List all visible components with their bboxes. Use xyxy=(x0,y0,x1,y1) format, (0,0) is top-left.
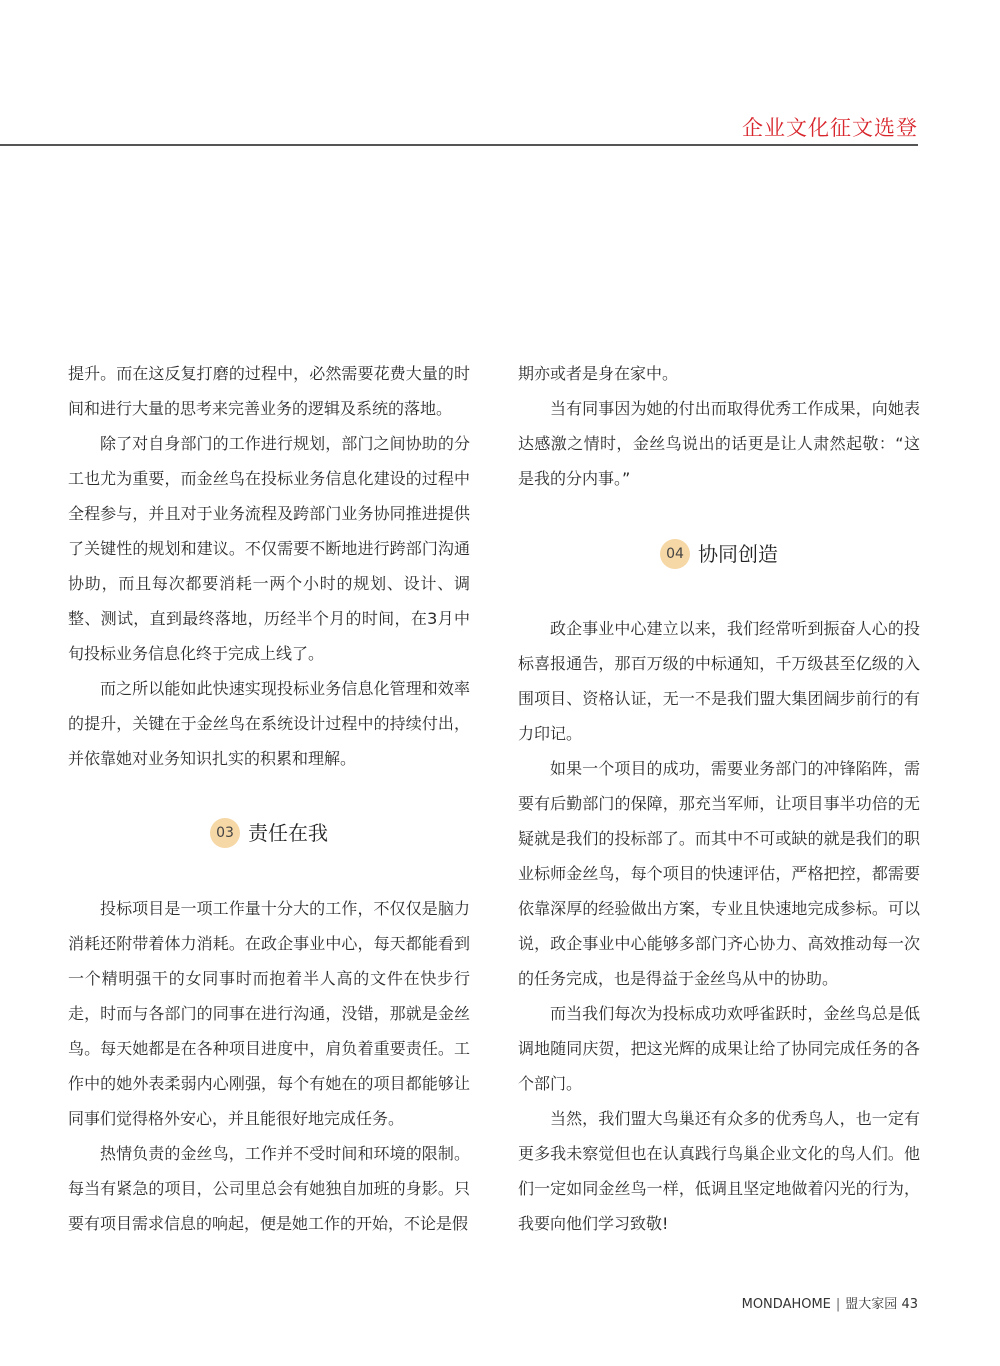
section-title: 责任在我 xyxy=(248,820,328,845)
header-divider xyxy=(0,144,918,146)
spacer xyxy=(68,853,470,891)
paragraph: 期亦或者是身在家中。 xyxy=(518,364,679,383)
paragraph: 而当我们每次为投标成功欢呼雀跃时，金丝鸟总是低调地随同庆贺，把这光辉的成果让给了协同完成任务的各个部门。 xyxy=(518,1004,920,1093)
spacer xyxy=(518,574,920,611)
paragraph: 热情负责的金丝鸟，工作并不受时间和环境的限制。每当有紧急的项目，公司里总会有她独自加班的身影。只要有项目需求信息的响起，便是她工作的开始，不论是假 xyxy=(68,1144,470,1233)
paragraph: 当有同事因为她的付出而取得优秀工作成果，向她表达感激之情时，金丝鸟说出的话更是让人肃然起敬：“这是我的分内事。” xyxy=(518,399,920,488)
paragraph: 当然，我们盟大鸟巢还有众多的优秀鸟人，也一定有更多我未察觉但也在认真践行鸟巢企业文化的鸟人们。他们一定如同金丝鸟一样，低调且坚定地做着闪光的行为，我要向他们学习致敬! xyxy=(518,1109,920,1233)
section-heading-03 xyxy=(68,813,470,853)
footer-brand: MONDAHOME xyxy=(741,1297,831,1312)
section-category-title: 企业文化征文选登 xyxy=(742,116,918,140)
paragraph: 提升。而在这反复打磨的过程中，必然需要花费大量的时间和进行大量的思考来完善业务的逻辑及系统的落地。 xyxy=(68,364,470,418)
section-number-badge: 04 xyxy=(660,539,690,569)
section-title: 协同创造 xyxy=(698,541,778,566)
page-footer xyxy=(742,1293,918,1312)
paragraph: 而之所以能如此快速实现投标业务信息化管理和效率的提升，关键在于金丝鸟在系统设计过程中的持续付出，并依靠她对业务知识扎实的积累和理解。 xyxy=(68,679,470,768)
left-column xyxy=(68,356,470,1241)
paragraph: 如果一个项目的成功，需要业务部门的冲锋陷阵，需要有后勤部门的保障，那充当军师，让项目事半功倍的无疑就是我们的投标部了。而其中不可或缺的就是我们的职业标师金丝鸟，每个项目的快速评估，严格把控，都需要依靠深厚的经验做出方案，专业且快速地完成参标。可以说，政企事业中心能够多部门齐心协力、高效推动每一次的任务完成，也是得益于金丝鸟从中的协助。 xyxy=(518,759,920,988)
footer-separator: | xyxy=(835,1297,841,1312)
paragraph: 除了对自身部门的工作进行规划，部门之间协助的分工也尤为重要，而金丝鸟在投标业务信息化建设的过程中全程参与，并且对于业务流程及跨部门业务协同推进提供了关键性的规划和建议。不仅需要不断地进行跨部门沟通协助，而且每次都要消耗一两个小时的规划、设计、调整、测试，直到最终落地，历经半个月的时间，在3月中旬投标业务信息化终于完成上线了。 xyxy=(68,434,470,663)
footer-magazine-name: 盟大家园 xyxy=(845,1297,898,1312)
paragraph: 投标项目是一项工作量十分大的工作，不仅仅是脑力消耗还附带着体力消耗。在政企事业中心，每天都能看到一个精明强干的女同事时而抱着半人高的文件在快步行走，时而与各部门的同事在进行沟通，没错，那就是金丝鸟。每天她都是在各种项目进度中，肩负着重要责任。工作中的她外表柔弱内心刚强，每个有她在的项目都能够让同事们觉得格外安心，并且能很好地完成任务。 xyxy=(68,899,470,1128)
section-heading-04 xyxy=(518,534,920,574)
section-number-badge: 03 xyxy=(210,818,240,848)
spacer xyxy=(518,496,920,534)
page-number: 43 xyxy=(901,1297,918,1312)
spacer xyxy=(68,776,470,813)
paragraph: 政企事业中心建立以来，我们经常听到振奋人心的投标喜报通告，那百万级的中标通知，千万级甚至亿级的入围项目、资格认证，无一不是我们盟大集团阔步前行的有力印记。 xyxy=(518,619,920,743)
right-column xyxy=(518,356,920,1241)
